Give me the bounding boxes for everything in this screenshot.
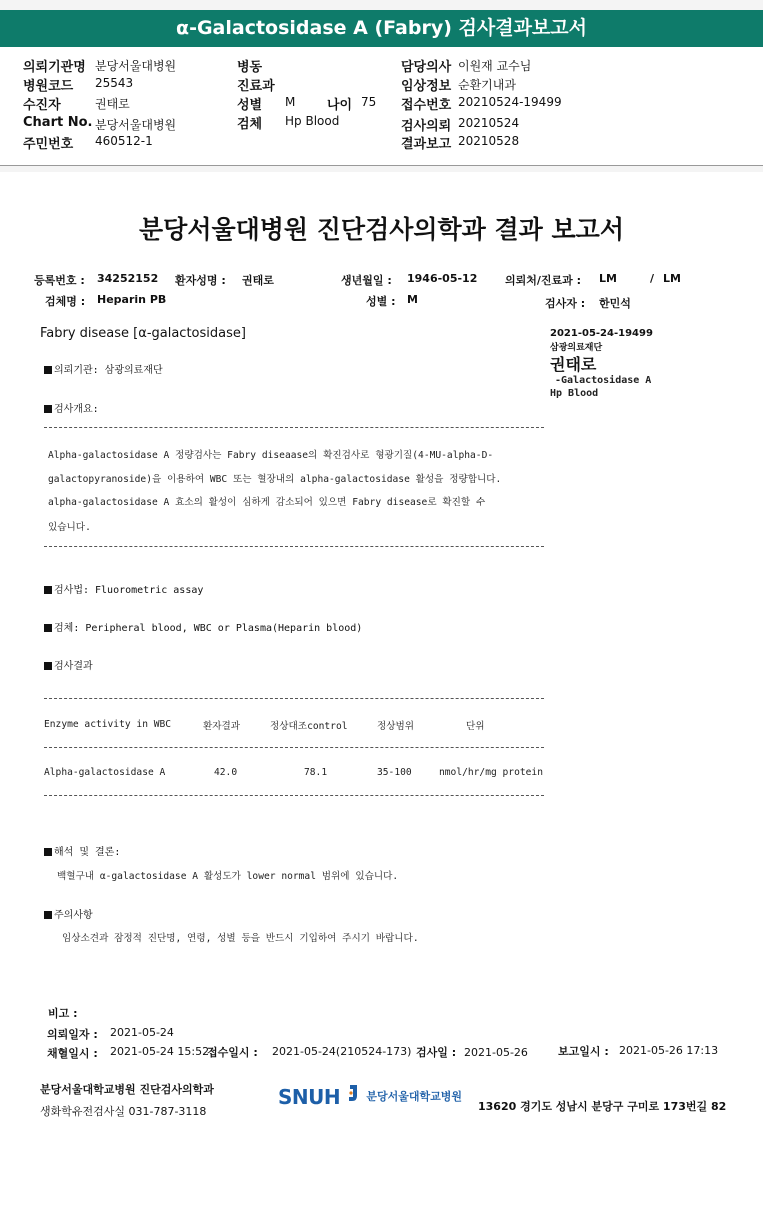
report-document	[0, 172, 763, 1219]
remark-label: 비고 :	[48, 1007, 78, 1020]
logo-text: SNUH	[278, 1085, 341, 1109]
sample-line: 검체: Peripheral blood, WBC or Plasma(Heparin blood)	[44, 619, 362, 634]
label-department: 진료과	[237, 79, 275, 94]
value-test-request: 20210524	[458, 116, 520, 130]
label-clinical-info: 임상정보	[401, 79, 452, 94]
header-panel	[0, 47, 763, 166]
table-cell-enzyme: Alpha-galactosidase A	[44, 767, 166, 778]
table-cell-range: 35-100	[377, 767, 412, 778]
test-name: Fabry disease [α-galactosidase]	[40, 326, 246, 341]
value-age: 75	[361, 95, 377, 109]
method-line: 검사법: Fluorometric assay	[44, 581, 203, 596]
label-result-report: 결과보고	[401, 137, 452, 152]
value-dept-2: LM	[663, 272, 681, 285]
label-physician: 담당의사	[401, 60, 452, 75]
value-report-time: 2021-05-26 17:13	[619, 1044, 719, 1057]
stamp-institution: 삼광의료재단	[550, 343, 603, 353]
interp-title: 해석 및 결론:	[44, 843, 120, 858]
value-specimen-name: Heparin PB	[97, 293, 167, 306]
table-header-range: 정상범위	[377, 721, 415, 732]
overview-line-1: Alpha-galactosidase A 정량검사는 Fabry diseaase의 확진검사로 형광기질(4-MU-alpha-D-	[48, 450, 494, 461]
report-title-bar	[0, 10, 763, 47]
institution-line: 의뢰기관: 삼광의료재단	[44, 361, 163, 376]
value-receive-time: 2021-05-24(210524-173)	[272, 1045, 412, 1058]
bullet-square	[44, 366, 52, 374]
value-resident-no: 460512-1	[95, 134, 153, 148]
result-title: 검사결과	[44, 657, 93, 672]
label-ward: 병동	[237, 60, 263, 75]
table-header-control: 정상대조control	[270, 721, 348, 732]
label-patient-name: 환자성명 :	[175, 274, 226, 287]
footer-dept: 분당서울대학교병원 진단검사의학과	[40, 1083, 214, 1096]
label-test-request: 검사의뢰	[401, 119, 452, 134]
overview-title: 검사개요:	[44, 400, 99, 415]
table-header-rule	[44, 747, 544, 748]
table-cell-control: 78.1	[304, 767, 328, 778]
stamp-patient: 권태로	[550, 355, 597, 374]
table-cell-patient: 42.0	[214, 767, 238, 778]
label-tester: 검사자 :	[545, 297, 586, 310]
label-age: 나이	[327, 98, 353, 113]
value-dept-1: LM	[599, 272, 617, 285]
notice-title: 주의사항	[44, 906, 93, 921]
value-sex: M	[285, 95, 296, 109]
value-result-report: 20210528	[458, 134, 520, 148]
value-reg-no: 34252152	[97, 272, 159, 285]
label-specimen: 검체	[237, 117, 263, 132]
overview-line-4: 있습니다.	[48, 522, 91, 533]
bullet-square	[44, 405, 52, 413]
label-report-time: 보고일시 :	[558, 1045, 609, 1058]
label-report-sex: 성별 :	[366, 295, 396, 308]
value-patient-name: 권태로	[242, 274, 274, 287]
value-hospital-code: 25543	[95, 76, 134, 90]
label-sex: 성별	[237, 98, 263, 113]
table-cell-unit: nmol/hr/mg protein	[439, 767, 543, 778]
label-ordering-dept: 의뢰처/진료과 :	[505, 274, 582, 287]
divider	[44, 427, 544, 428]
label-receive-time: 접수일시 :	[207, 1046, 258, 1059]
value-dob: 1946-05-12	[407, 272, 478, 285]
table-bottom-rule	[44, 795, 544, 796]
interp-text: 백혈구내 α-galactosidase A 활성도가 lower normal 범위에 있습니다.	[57, 871, 399, 882]
label-specimen-name: 검체명 :	[45, 295, 86, 308]
footer-address: 13620 경기도 성남시 분당구 구미로 173번길 82	[478, 1100, 727, 1113]
label-reg-no: 등록번호 :	[34, 274, 85, 287]
dept-separator: /	[650, 272, 655, 285]
bullet-square	[44, 911, 52, 919]
overview-line-3: alpha-galactosidase A 효소의 활성이 심하게 감소되어 있으면 Fabry disease로 확진할 수	[48, 497, 486, 508]
value-physician: 이원재 교수님	[458, 59, 532, 73]
report-title: α-Galactosidase A (Fabry) 검사결과보고서	[176, 17, 587, 39]
value-report-sex: M	[407, 293, 418, 306]
label-institution: 의뢰기관명	[23, 60, 86, 75]
label-request-date: 의뢰일자 :	[47, 1028, 98, 1041]
value-specimen: Hp Blood	[285, 114, 340, 128]
bullet-square	[44, 662, 52, 670]
overview-line-2: galactopyranoside)을 이용하여 WBC 또는 혈장내의 alpha-galactosidase 활성을 정량합니다.	[48, 474, 502, 485]
value-tester: 한민석	[599, 297, 631, 310]
report-heading: 분당서울대병원 진단검사의학과 결과 보고서	[139, 215, 624, 244]
label-hospital-code: 병원코드	[23, 79, 74, 94]
logo-subtext: 분당서울대학교병원	[366, 1090, 462, 1103]
table-header-unit: 단위	[466, 721, 485, 732]
bullet-square	[44, 848, 52, 856]
divider	[44, 546, 544, 547]
value-receipt-no: 20210524-19499	[458, 95, 562, 109]
value-test-date: 2021-05-26	[464, 1046, 528, 1059]
stamp-receipt-no: 2021-05-24-19499	[550, 328, 653, 339]
label-receipt-no: 접수번호	[401, 98, 452, 113]
footer-lab: 생화학유전검사실 031-787-3118	[40, 1105, 207, 1118]
stamp-test: -Galactosidase A	[555, 375, 652, 386]
label-test-date: 검사일 :	[416, 1046, 457, 1059]
bullet-square	[44, 586, 52, 594]
value-institution: 분당서울대병원	[95, 59, 177, 73]
label-collect-time: 채혈일시 :	[47, 1047, 98, 1060]
table-header-patient: 환자결과	[203, 721, 241, 732]
table-header-enzyme: Enzyme activity in WBC	[44, 719, 172, 730]
value-clinical-info: 순환기내과	[458, 78, 516, 92]
label-dob: 생년월일 :	[341, 274, 392, 287]
value-patient: 권태로	[95, 97, 130, 111]
bullet-square	[44, 624, 52, 632]
value-collect-time: 2021-05-24 15:52	[110, 1045, 210, 1058]
stamp-specimen: Hp Blood	[550, 388, 599, 399]
logo-emblem-icon	[347, 1084, 359, 1106]
label-resident-no: 주민번호	[23, 137, 74, 152]
label-chart-no: Chart No.	[23, 115, 93, 130]
label-patient: 수진자	[23, 98, 61, 113]
value-request-date: 2021-05-24	[110, 1026, 174, 1039]
snuh-logo	[278, 1084, 462, 1110]
notice-text: 임상소견과 잠정적 진단명, 연령, 성별 등을 반드시 기입하여 주시기 바랍니다.	[62, 933, 419, 944]
value-chart-no: 분당서울대병원	[95, 118, 177, 132]
table-top-rule	[44, 698, 544, 699]
